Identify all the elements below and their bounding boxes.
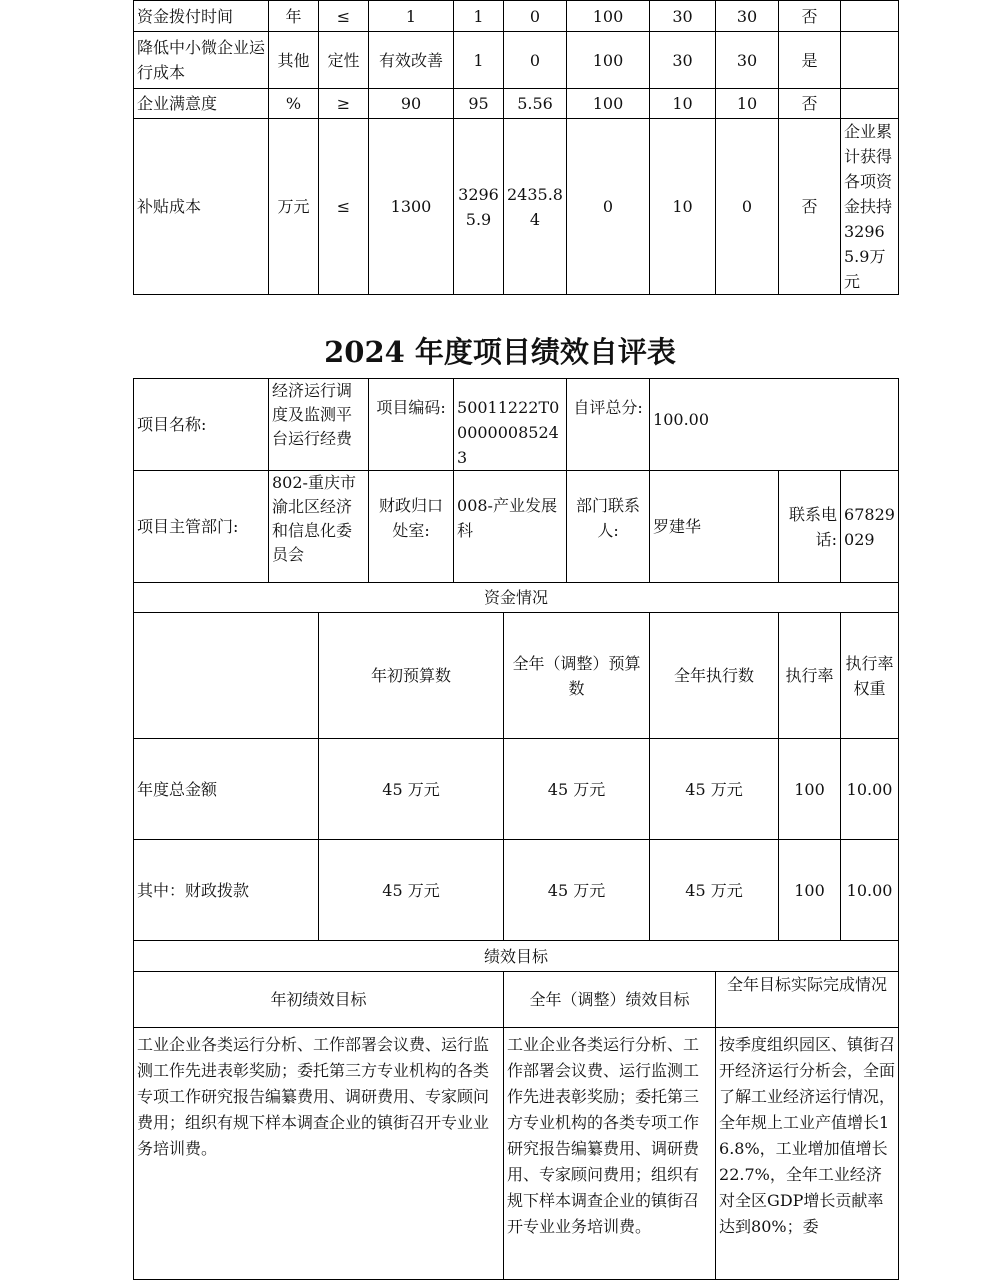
funds-row-label: 其中：财政拨款 (134, 840, 319, 941)
goal-initial-text: 工业企业各类运行分析、工作部署会议费、运行监测工作先进表彰奖励；委托第三方专业机构的各类专项工作研究报告编纂费用、调研费用、专家顾问费用；组织有规下样本调查企业的镇街召开专业业务培训费。 (134, 1028, 504, 1280)
table-row (134, 89, 899, 119)
indicator-name: 补贴成本 (134, 119, 269, 295)
dept-label: 项目主管部门: (134, 471, 269, 583)
indicator-score: 10 (716, 89, 779, 119)
goals-header-initial: 年初绩效目标 (134, 972, 504, 1028)
indicator-target: 有效改善 (369, 32, 454, 89)
table-row (134, 32, 899, 89)
page-title: 2024 年度项目绩效自评表 (324, 335, 676, 369)
funds-cell: 45 万元 (650, 840, 779, 941)
indicator-op: ≥ (319, 89, 369, 119)
score-value: 100.00 (650, 379, 899, 471)
indicator-note (841, 1, 899, 32)
finance-label: 财政归口处室: (369, 471, 454, 583)
contact-label: 部门联系人: (567, 471, 650, 583)
indicator-weight: 10 (650, 119, 716, 295)
indicator-table (133, 0, 899, 295)
indicator-actual: 1 (454, 32, 504, 89)
goals-header-adjusted: 全年（调整）绩效目标 (504, 972, 716, 1028)
indicator-deviation: 5.56 (504, 89, 567, 119)
indicator-deviation: 0 (504, 1, 567, 32)
funds-header-executed: 全年执行数 (650, 613, 779, 739)
project-name-label: 项目名称: (134, 379, 269, 471)
funds-cell: 10.00 (841, 739, 899, 840)
indicator-note (841, 32, 899, 89)
funds-cell: 100 (779, 739, 841, 840)
funds-cell: 45 万元 (504, 739, 650, 840)
indicator-target: 1 (369, 1, 454, 32)
indicator-name: 资金拨付时间 (134, 1, 269, 32)
project-name-value: 经济运行调度及监测平台运行经费 (269, 379, 369, 471)
funds-cell: 100 (779, 840, 841, 941)
indicator-actual: 1 (454, 1, 504, 32)
indicator-unit: 年 (269, 1, 319, 32)
score-label: 自评总分: (567, 379, 650, 471)
indicator-weight: 30 (650, 32, 716, 89)
indicator-name: 降低中小微企业运行成本 (134, 32, 269, 89)
project-code-value: 50011222T000000085243 (454, 379, 567, 471)
indicator-flag: 否 (779, 1, 841, 32)
indicator-name: 企业满意度 (134, 89, 269, 119)
goals-section-header: 绩效目标 (134, 941, 899, 972)
table-row (134, 739, 899, 840)
funds-cell: 45 万元 (319, 739, 504, 840)
indicator-full-score: 100 (567, 1, 650, 32)
funds-row-label: 年度总金额 (134, 739, 319, 840)
self-evaluation-table (133, 378, 899, 1280)
goals-header-actual: 全年目标实际完成情况 (716, 972, 899, 1028)
funds-cell: 10.00 (841, 840, 899, 941)
indicator-target: 90 (369, 89, 454, 119)
indicator-unit: 万元 (269, 119, 319, 295)
indicator-op: 定性 (319, 32, 369, 89)
indicator-full-score: 100 (567, 89, 650, 119)
table-row (134, 119, 899, 295)
indicator-flag: 是 (779, 32, 841, 89)
funds-header-rate: 执行率 (779, 613, 841, 739)
indicator-note (841, 89, 899, 119)
indicator-unit: % (269, 89, 319, 119)
indicator-deviation: 2435.84 (504, 119, 567, 295)
goal-adjusted-text: 工业企业各类运行分析、工作部署会议费、运行监测工作先进表彰奖励；委托第三方专业机构的各类专项工作研究报告编纂费用、调研费用、专家顾问费用；组织有规下样本调查企业的镇街召开专业业务培训费。 (504, 1028, 716, 1280)
indicator-score: 30 (716, 32, 779, 89)
phone-value: 67829029 (841, 471, 899, 583)
indicator-unit: 其他 (269, 32, 319, 89)
finance-value: 008-产业发展科 (454, 471, 567, 583)
contact-value: 罗建华 (650, 471, 779, 583)
indicator-full-score: 0 (567, 119, 650, 295)
funds-header-initial: 年初预算数 (319, 613, 504, 739)
table-row (134, 1, 899, 32)
funds-header-adjusted: 全年（调整）预算数 (504, 613, 650, 739)
funds-cell: 45 万元 (650, 739, 779, 840)
table-row (134, 840, 899, 941)
indicator-flag: 否 (779, 119, 841, 295)
indicator-note: 企业累计获得各项资金扶持32965.9万元 (841, 119, 899, 295)
funds-header-blank (134, 613, 319, 739)
phone-label: 联系电话: (779, 471, 841, 583)
indicator-score: 0 (716, 119, 779, 295)
indicator-score: 30 (716, 1, 779, 32)
funds-section-header: 资金情况 (134, 583, 899, 613)
indicator-op: ≤ (319, 1, 369, 32)
project-code-label: 项目编码: (369, 379, 454, 471)
funds-cell: 45 万元 (319, 840, 504, 941)
indicator-full-score: 100 (567, 32, 650, 89)
funds-header-weight: 执行率权重 (841, 613, 899, 739)
indicator-deviation: 0 (504, 32, 567, 89)
funds-cell: 45 万元 (504, 840, 650, 941)
dept-value: 802-重庆市渝北区经济和信息化委员会 (269, 471, 369, 583)
indicator-actual: 95 (454, 89, 504, 119)
indicator-actual: 32965.9 (454, 119, 504, 295)
indicator-op: ≤ (319, 119, 369, 295)
indicator-flag: 否 (779, 89, 841, 119)
goal-actual-text: 按季度组织园区、镇街召开经济运行分析会，全面了解工业经济运行情况，全年规上工业产值增长16.8%，工业增加值增长22.7%，全年工业经济对全区GDP增长贡献率达到80%；委 (716, 1028, 899, 1280)
indicator-weight: 10 (650, 89, 716, 119)
indicator-target: 1300 (369, 119, 454, 295)
indicator-weight: 30 (650, 1, 716, 32)
